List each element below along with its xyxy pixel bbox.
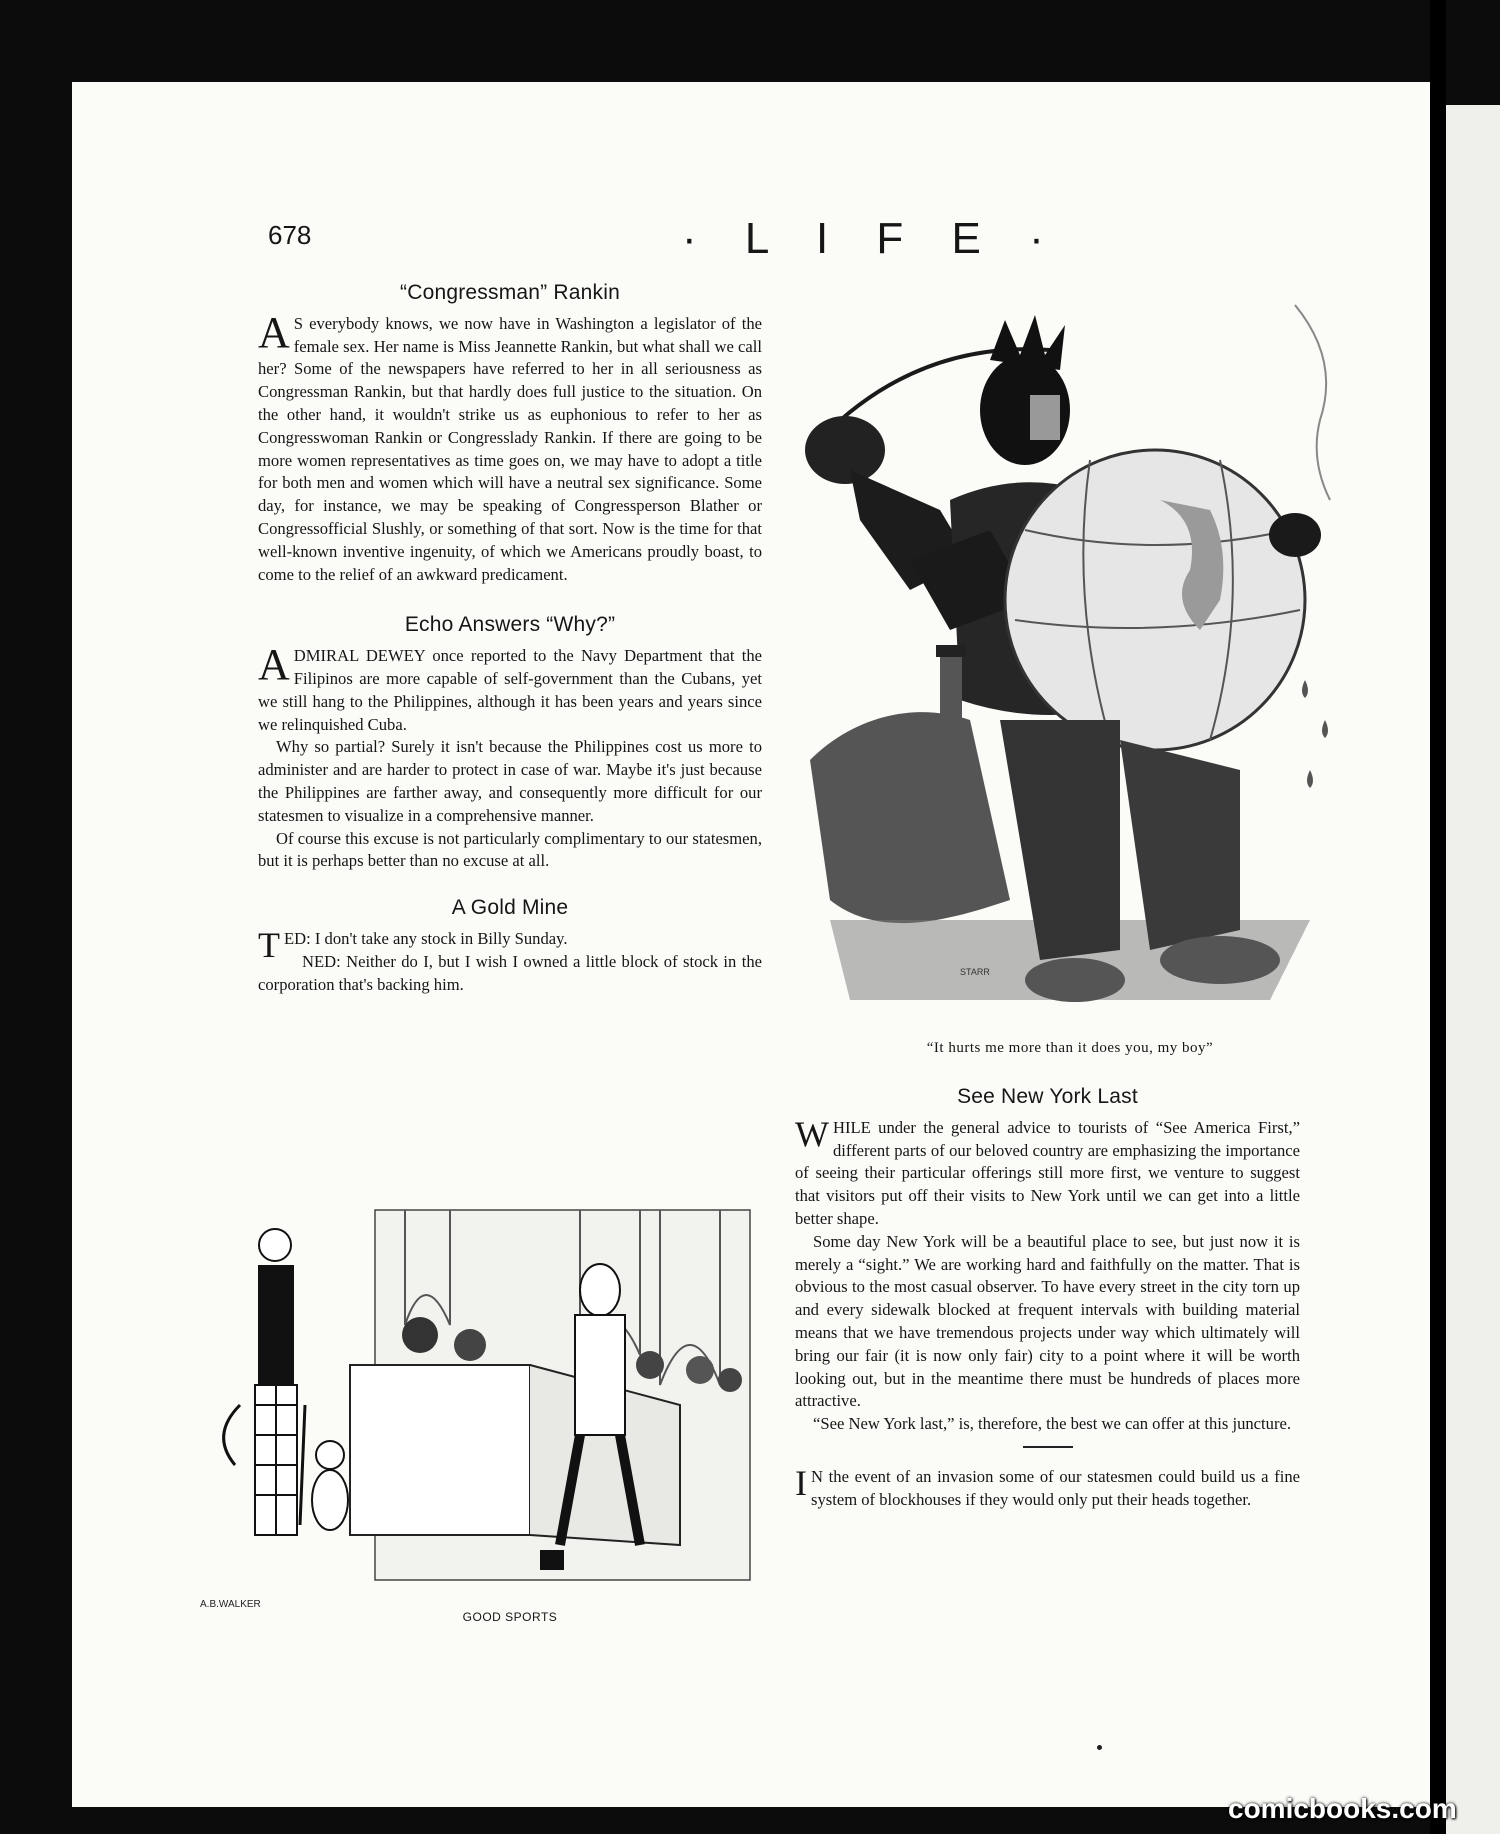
article-body-goldmine-2: NED: Neither do I, but I wish I owned a little block of stock in the corporation that's backing him. (258, 951, 762, 994)
article-body-goldmine-1: TED: I don't take any stock in Billy Sunday. (258, 924, 568, 965)
dropcap: W (795, 1113, 829, 1154)
article-body-newyork-p3: “See New York last,” is, therefore, the best we can offer at this juncture. (813, 1414, 1291, 1434)
article-body-newyork-p2: Some day New York will be a beautiful place to see, but just now it is merely a “sight.” We are working hard and faithfully on the matter. That is obvious to the most casual observer. To have every street in the city torn up and every sidewalk blocked at frequent intervals with building material means that we have tremendous projects under way which ultimately will bring our fair (it is now only fair) city to a point where it will be worth looking out, but in the meantime there must be hundreds of places more attractive. (795, 1231, 1300, 1411)
article-title-rankin: “Congressman” Rankin (400, 281, 620, 304)
page-number: 678 (268, 220, 312, 250)
warrior-signature: STARR (960, 967, 990, 977)
dropcap: A (258, 307, 290, 357)
church-caption: GOOD SPORTS (462, 1610, 558, 1624)
dropcap: I (795, 1462, 807, 1503)
watermark: comicbooks.com (1228, 1793, 1457, 1824)
left-column (258, 282, 762, 996)
dropcap: T (258, 924, 280, 965)
article-title-goldmine: A Gold Mine (451, 896, 569, 920)
warrior-cartoon (790, 300, 1350, 1030)
page-dot (1097, 1745, 1102, 1750)
article-body-echo-p3: Of course this excuse is not particularly complimentary to our statesmen, but it is perhaps better than no excuse at all. (258, 828, 762, 871)
article-body-rankin: A S everybody knows, we now have in Washington a legislator of the female sex. Her name is Miss Jeannette Rankin, but what shall we call her? Some of the newspapers have referred to her in all seriousness as Congressman Rankin, but that hardly does full justice to the situation. On the other hand, it wouldn't strike us as euphonious to refer to her as Congresswoman Rankin or Congresslady Rankin. If there are going to be more women representatives as time goes on, we may have to adopt a title for both men and women which will have a neutral sex significance. Some day, for instance, we may be speaking of Congressperson Blather or Congressofficial Slushly, or something of that sort. Now is the time for that well-known inventive ingenuity, of which we Americans proudly boast, to come to the relief of an awkward predicament. (258, 307, 762, 584)
article-title-echo: Echo Answers “Why?” (404, 613, 616, 637)
article-body-echo-p2: Why so partial? Surely it isn't because the Philippines cost us more to administer and are harder to protect in case of war. Maybe it's just because the Philippines are farther away, and consequently more difficult for our statesmen to visualize in a comprehensive manner. (258, 737, 762, 825)
masthead-title: · L I F E · (682, 214, 1062, 263)
article-title-newyork: See New York Last (957, 1085, 1138, 1108)
church-signature: A.B.WALKER (200, 1599, 261, 1610)
article-body-echo-p1: ADMIRAL DEWEY once reported to the Navy Department that the Filipinos are more capable of self-government than the Cubans, yet we still hang to the Philippines, although it has been years and years since we relinquished Cuba. (258, 640, 762, 734)
binding-shadow (1430, 0, 1446, 1834)
facing-page-edge (1446, 105, 1500, 1834)
right-column (795, 1086, 1300, 1512)
dropcap: A (258, 640, 290, 690)
article-body-newyork-p1: WHILE under the general advice to tourists of “See America First,” different parts of our beloved country are emphasizing the importance of seeing their particular offerings still more first, we venture to suggest that visitors put off their visits to New York until we can get into a little better shape. (795, 1113, 1300, 1228)
church-cartoon (180, 1205, 760, 1625)
article-body-blockhouses: I N the event of an invasion some of our statesmen could build us a fine system of blockhouses if they would only put their heads together. (795, 1462, 1300, 1509)
section-divider (1023, 1446, 1073, 1448)
warrior-caption: “It hurts me more than it does you, my boy” (926, 1040, 1214, 1056)
